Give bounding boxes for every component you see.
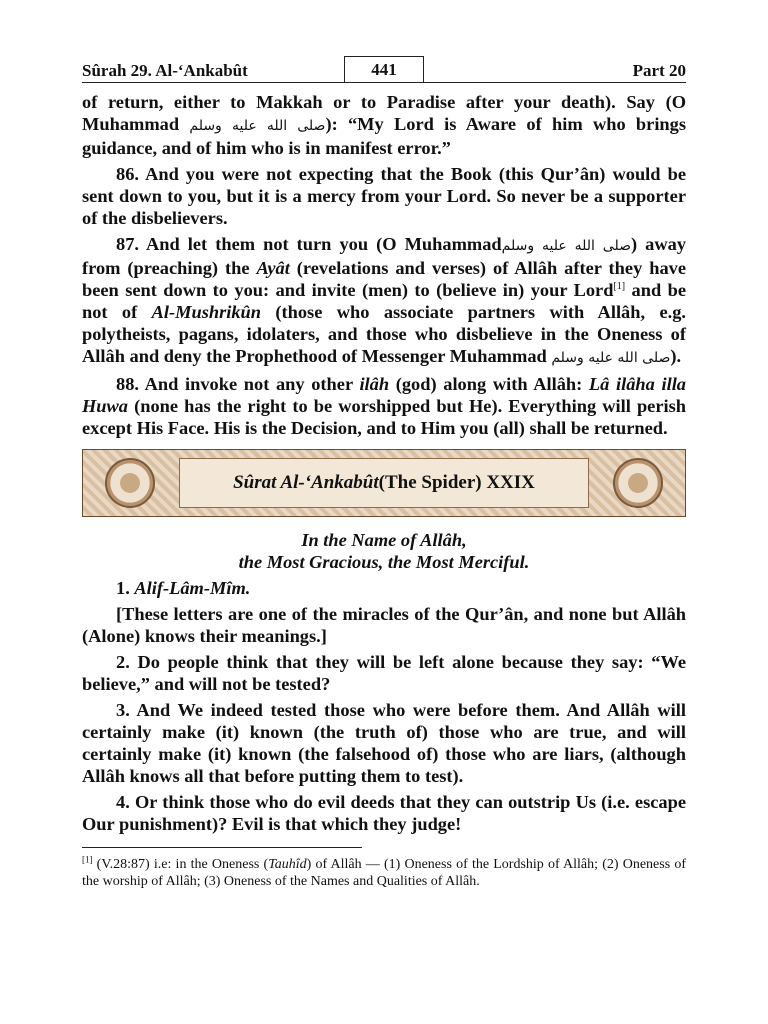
arabic-salutation: صلى الله عليه وسلم — [551, 350, 671, 366]
verse-2: 2. Do people think that they will be left alone because they say: “We believe,” and will not be tested? — [82, 652, 686, 694]
page-number: 441 — [344, 56, 424, 82]
verse-87: 87. And let them not turn you (O Muhammadصلى الله عليه وسلم) away from (preaching) the Ayât (revelations and verses) of Allâh after they have been sent down to you: and invite (men) to (believe in) your Lord[1] and be not of Al-Mushrikûn (those who associate partners with Allâh, e.g. polytheists, pagans, idolaters, and those who disbelieve in the Oneness of Allâh and deny the Prophethood of Messenger Muhammad صلى الله عليه وسلم). — [82, 234, 687, 366]
footnote-divider — [82, 847, 362, 848]
bismillah: In the Name of Allâh, the Most Gracious, the Most Merciful. — [238, 530, 530, 572]
arabic-salutation: صلى الله عليه وسلم — [501, 238, 631, 254]
footnote-ref[interactable]: [1] — [613, 280, 626, 292]
verse-86: 86. And you were not expecting that the Book (this Qur’ân) would be sent down to you, but it is a mercy from your Lord. So never be a supporter of the disbelievers. — [82, 164, 686, 228]
page-header — [82, 56, 686, 83]
banner-title: Sûrat Al-‘Ankabût (The Spider) XXIX — [179, 458, 589, 508]
arabic-salutation: صلى الله عليه وسلم — [189, 118, 326, 134]
surah-banner — [82, 449, 686, 517]
rosette-ornament-icon — [105, 458, 155, 508]
verse-88: 88. And invoke not any other ilâh (god) along with Allâh: Lâ ilâha illa Huwa (none has the right to be worshipped but He). Everything will perish except His Face. His is the Decision, and to Him you (all) shall be returned. — [82, 374, 686, 438]
verse-1-note: [These letters are one of the miracles of the Qur’ân, and none but Allâh (Alone) knows their meanings.] — [82, 604, 686, 646]
page — [82, 56, 686, 890]
surah-verses — [82, 577, 686, 835]
paragraph-continuation: of return, either to Makkah or to Paradise after your death). Say (O Muhammad صلى الله عليه وسلم): “My Lord is Aware of him who brings guidance, and of him who is in manifest error.” — [82, 92, 687, 158]
main-text — [82, 91, 686, 439]
verse-4: 4. Or think those who do evil deeds that they can outstrip Us (i.e. escape Our punishment)? Evil is that which they judge! — [82, 792, 686, 834]
verse-1: 1. Alif-Lâm-Mîm. — [116, 578, 251, 598]
part-label: Part 20 — [632, 61, 686, 80]
rosette-ornament-icon — [613, 458, 663, 508]
verse-3: 3. And We indeed tested those who were before them. And Allâh will certainly make (it) known (the truth of) those who are true, and will certainly make (it) known (the falsehood of) those who are liars, (although Allâh knows all that before putting them to test). — [82, 700, 686, 786]
footnote: [1] (V.28:87) i.e: in the Oneness (Tauhîd) of Allâh — (1) Oneness of the Lordship of Allâh; (2) Oneness of the worship of Allâh; (3) Oneness of the Names and Qualities of Allâh. — [82, 854, 686, 889]
surah-title: Sûrah 29. Al-‘Ankabût — [82, 61, 248, 80]
